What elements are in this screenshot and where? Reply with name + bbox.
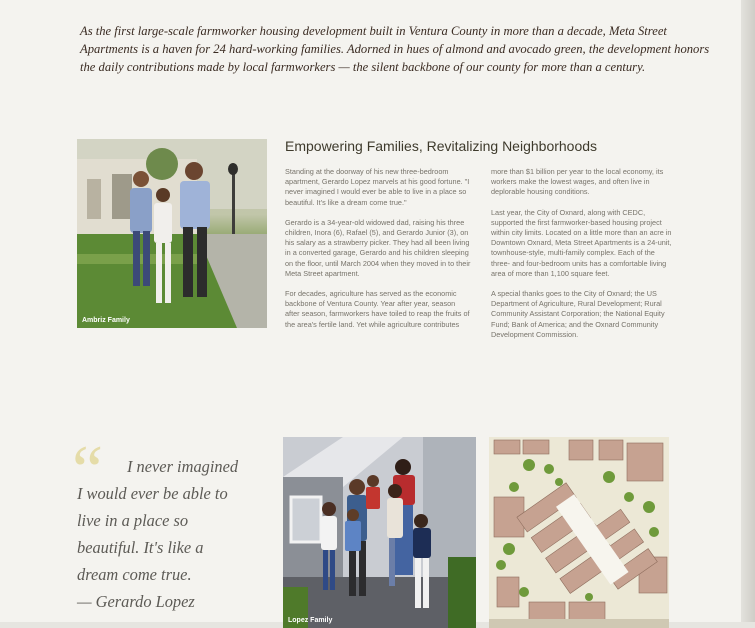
intro-paragraph: As the first large-scale farmworker housing development built in Ventura County in more than a decade, Meta Street Apartments is a haven for 24 hard-working families. Adorned in hues of almond and avocado green, the development honors the daily contributions made by local farmworkers — the silent backbone of our county for more than a century.	[80, 24, 710, 74]
ambriz-photo-illustration	[77, 139, 267, 328]
article-column-left	[285, 167, 471, 340]
ambriz-family-photo	[77, 139, 267, 328]
quote-line: I would ever be able to	[77, 484, 228, 503]
quote-line: dream come true.	[77, 565, 192, 584]
paragraph: Gerardo is a 34-year-old widowed dad, raising his three children, Inora (6), Rafael (5), and Gerardo Junior (3), on his salary as a strawberry picker. They had all been living in a converted garage, Gerardo and his children sleeping on the floor, until March 2004 when they moved in to their Meta Street apartment.	[285, 217, 471, 278]
quote-line: beautiful. It's like a	[77, 538, 204, 557]
lopez-family-photo	[283, 437, 476, 628]
page-edge-shadow	[741, 0, 755, 628]
article-column-right	[491, 167, 673, 350]
quote-mark-icon: “	[72, 432, 104, 509]
quote-line: live in a place so	[77, 511, 189, 530]
quote-attribution: — Gerardo Lopez	[77, 592, 195, 611]
quote-line: I never imagined	[127, 457, 239, 476]
lopez-photo-caption: Lopez Family	[288, 617, 333, 624]
paragraph: more than $1 billion per year to the local economy, its workers make the lowest wages, and often live in deplorable housing conditions.	[491, 167, 664, 197]
paragraph: Standing at the doorway of his new three-bedroom apartment, Gerardo Lopez marvels at his good fortune. "I never imagined I would ever be able to live in a place so beautiful. It's like a dream come true."	[285, 167, 470, 207]
paragraph: A special thanks goes to the City of Oxnard; the US Department of Agriculture, Rural Development; Rural Community Assistant Corporation; the National Equity Fund; Bank of America; and the Oxnard Community Development Commission.	[491, 289, 665, 339]
paragraph: For decades, agriculture has served as the economic backbone of Ventura County. Year after year, season after season, farmworkers have toiled to reap the fruits of the area's fertile land. Yet while agriculture contributes	[285, 289, 470, 329]
ambriz-photo-caption: Ambriz Family	[82, 317, 130, 324]
site-plan-image	[489, 437, 669, 628]
site-plan-illustration	[489, 437, 669, 628]
paragraph: Last year, the City of Oxnard, along with CEDC, supported the first farmworker-based housing project within city limits. Located on a little more than an acre in Downtown Oxnard, Meta Street Apartments is a 24-unit, townhouse-style, multi-family complex. Each of the three- and four-bedroom units has a comfortable living area of more than 1,100 square feet.	[491, 207, 672, 278]
pull-quote	[77, 453, 267, 615]
section-heading: Empowering Families, Revitalizing Neighborhoods	[285, 138, 598, 154]
lopez-photo-illustration	[283, 437, 476, 628]
